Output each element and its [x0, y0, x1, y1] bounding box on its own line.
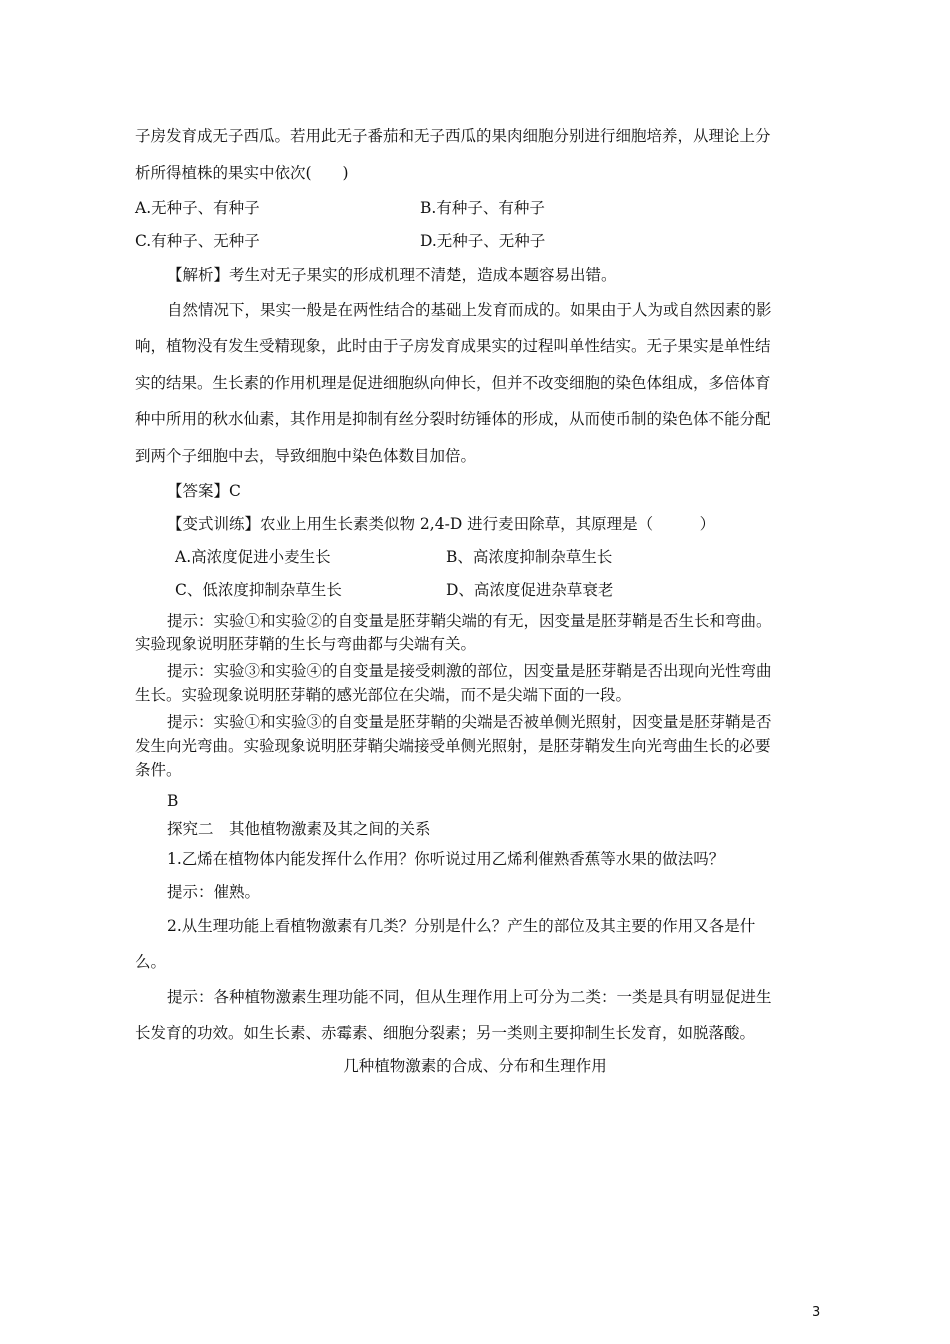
analysis-paragraph-line: 响，植物没有发生受精现象，此时由于子房发育成果实的过程叫单性结实。无子果实是单性结 [135, 337, 771, 355]
hint-line: 提示：实验①和实验③的自变量是胚芽鞘的尖端是否被单侧光照射，因变量是胚芽鞘是否 [167, 713, 772, 731]
hint-line: 发生向光弯曲。实验现象说明胚芽鞘尖端接受单侧光照射，是胚芽鞘发生向光弯曲生长的必要 [135, 737, 771, 755]
option-a: A.无种子、有种子 [135, 199, 260, 217]
option-b: B.有种子、有种子 [420, 199, 545, 217]
question-text-line: 析所得植株的果实中依次( ) [135, 164, 349, 182]
option-c: C.有种子、无种子 [135, 232, 260, 250]
analysis-intro: 【解析】考生对无子果实的形成机理不清楚，造成本题容易出错。 [167, 266, 617, 284]
answer-label: 【答案】C [167, 482, 241, 500]
hint-line: 提示：实验①和实验②的自变量是胚芽鞘尖端的有无，因变量是胚芽鞘是否生长和弯曲。 [167, 612, 772, 630]
question-2: 么。 [135, 953, 167, 971]
hint-answer-2: 长发育的功效。如生长素、赤霉素、细胞分裂素；另一类则主要抑制生长发育，如脱落酸。 [135, 1024, 756, 1042]
variant-option-d: D、高浓度促进杂草衰老 [446, 581, 614, 599]
analysis-paragraph-line: 自然情况下，果实一般是在两性结合的基础上发育而成的。如果由于人为或自然因素的影 [167, 301, 772, 319]
analysis-paragraph-line: 种中所用的秋水仙素，其作用是抑制有丝分裂时纺锤体的形成，从而使币制的染色体不能分配 [135, 410, 771, 428]
analysis-paragraph-line: 到两个子细胞中去，导致细胞中染色体数目加倍。 [135, 447, 477, 465]
variant-answer: B [167, 792, 179, 810]
hint-answer-1: 提示：催熟。 [167, 883, 261, 901]
question-text-line: 子房发育成无子西瓜。若用此无子番茄和无子西瓜的果肉细胞分别进行细胞培养，从理论上分 [135, 127, 771, 145]
hint-line: 条件。 [135, 761, 182, 779]
section-heading: 探究二 其他植物激素及其之间的关系 [167, 820, 431, 838]
variant-option-a: A.高浓度促进小麦生长 [175, 548, 331, 566]
variant-option-c: C、低浓度抑制杂草生长 [175, 581, 342, 599]
question-2: 2.从生理功能上看植物激素有几类？分别是什么？产生的部位及其主要的作用又各是什 [167, 917, 756, 935]
variant-question: 【变式训练】农业上用生长素类似物 2,4-D 进行麦田除草，其原理是（ ） [167, 515, 716, 533]
hint-line: 生长。实验现象说明胚芽鞘的感光部位在尖端，而不是尖端下面的一段。 [135, 686, 632, 704]
analysis-paragraph-line: 实的结果。生长素的作用机理是促进细胞纵向伸长，但并不改变细胞的染色体组成，多倍体育 [135, 374, 771, 392]
table-title: 几种植物激素的合成、分布和生理作用 [343, 1057, 607, 1075]
option-d: D.无种子、无种子 [420, 232, 546, 250]
variant-option-b: B、高浓度抑制杂草生长 [446, 548, 613, 566]
hint-answer-2: 提示：各种植物激素生理功能不同，但从生理作用上可分为二类：一类是具有明显促进生 [167, 988, 772, 1006]
question-1: 1.乙烯在植物体内能发挥什么作用？你听说过用乙烯利催熟香蕉等水果的做法吗？ [167, 850, 725, 868]
page-number: 3 [812, 1305, 821, 1320]
hint-line: 实验现象说明胚芽鞘的生长与弯曲都与尖端有关。 [135, 635, 477, 653]
hint-line: 提示：实验③和实验④的自变量是接受刺激的部位，因变量是胚芽鞘是否出现向光性弯曲 [167, 662, 772, 680]
